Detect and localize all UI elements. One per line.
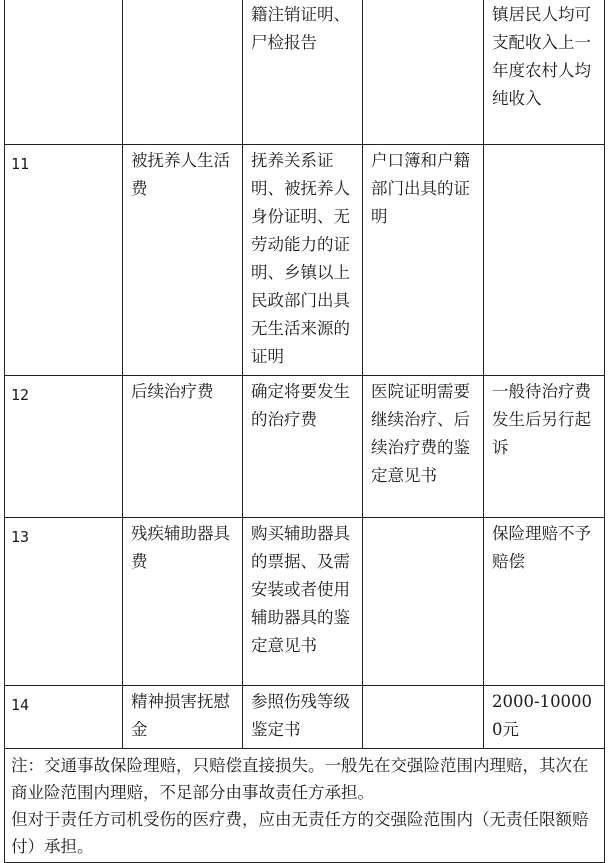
row-issuer [363, 0, 484, 145]
compensation-table [4, 0, 605, 863]
footnote-row [5, 749, 605, 863]
row-evidence: 购买辅助器具的票据、及需安装或者使用辅助器具的鉴定意见书 [243, 518, 363, 686]
row-note: 镇居民人均可支配收入上一年度农村人均纯收入 [484, 0, 605, 145]
table-row [5, 518, 605, 686]
row-number: 13 [5, 518, 123, 686]
table-row [5, 686, 605, 749]
row-item: 被抚养人生活费 [123, 145, 243, 376]
row-item: 精神损害抚慰金 [123, 686, 243, 749]
row-number [5, 0, 123, 145]
footnote-line-2: 但对于责任方司机受伤的医疗费，应由无责任方的交强险范围内（无责任限额赔付）承担。 [11, 810, 589, 856]
row-evidence: 抚养关系证明、被抚养人身份证明、无劳动能力的证明、乡镇以上民政部门出具无生活来源的证明 [243, 145, 363, 376]
row-evidence: 籍注销证明、尸检报告 [243, 0, 363, 145]
row-issuer: 医院证明需要继续治疗、后续治疗费的鉴定意见书 [363, 376, 484, 518]
footnote-cell [5, 749, 605, 863]
row-item: 后续治疗费 [123, 376, 243, 518]
row-note [484, 145, 605, 376]
row-item [123, 0, 243, 145]
row-number: 11 [5, 145, 123, 376]
row-issuer: 户口簿和户籍部门出具的证明 [363, 145, 484, 376]
row-item: 残疾辅助器具费 [123, 518, 243, 686]
row-note: 保险理赔不予赔偿 [484, 518, 605, 686]
row-number: 14 [5, 686, 123, 749]
row-note: 一般待治疗费发生后另行起诉 [484, 376, 605, 518]
row-evidence: 确定将要发生的治疗费 [243, 376, 363, 518]
row-evidence: 参照伤残等级鉴定书 [243, 686, 363, 749]
table-row [5, 376, 605, 518]
footnote-line-1: 注：交通事故保险理赔，只赔偿直接损失。一般先在交强险范围内理赔，其次在商业险范围内理赔，不足部分由事故责任方承担。 [11, 756, 589, 802]
table-row [5, 145, 605, 376]
row-issuer [363, 686, 484, 749]
row-number: 12 [5, 376, 123, 518]
row-issuer [363, 518, 484, 686]
row-note: 2000-100000元 [484, 686, 605, 749]
table-row [5, 0, 605, 145]
